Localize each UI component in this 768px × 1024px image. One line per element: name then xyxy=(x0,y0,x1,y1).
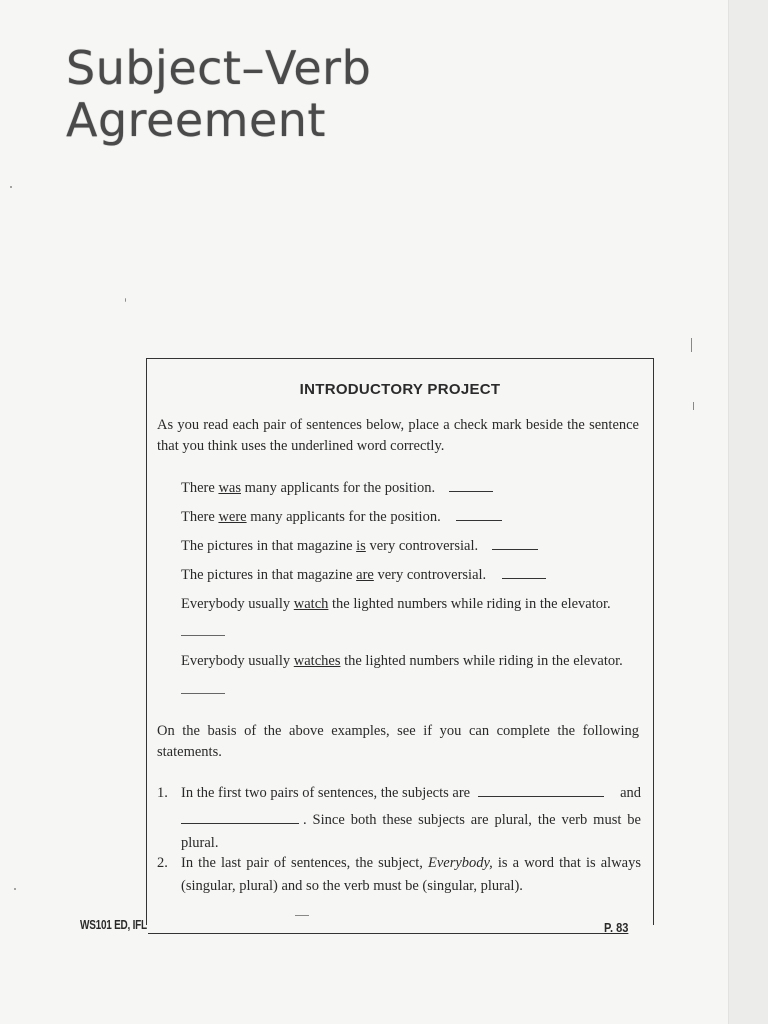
sentence-5: Everybody usually watch the lighted numbers while riding in the elevator. xyxy=(181,596,611,612)
scan-speck xyxy=(14,888,16,890)
check-blank[interactable] xyxy=(502,566,546,579)
check-blank[interactable] xyxy=(181,693,225,694)
basis-text: On the basis of the above examples, see if you can complete the following statements. xyxy=(157,723,639,760)
check-blank[interactable] xyxy=(181,635,225,636)
fill-blank[interactable] xyxy=(181,811,299,824)
scan-speck xyxy=(691,338,692,352)
title-line-2: Agreement xyxy=(66,93,326,147)
scan-speck xyxy=(10,186,12,188)
sentence-2: There were many applicants for the position. xyxy=(181,508,641,526)
page-title xyxy=(66,42,371,146)
scan-speck xyxy=(693,402,694,410)
check-blank[interactable] xyxy=(449,479,493,492)
footer-rule xyxy=(148,933,618,934)
sentence-4: The pictures in that magazine are very controversial. xyxy=(181,566,641,584)
underlined-word: watch xyxy=(293,596,329,612)
introductory-project-box xyxy=(146,358,654,925)
underlined-word: were xyxy=(218,509,247,525)
underlined-word: is xyxy=(356,538,366,554)
check-blank[interactable] xyxy=(456,508,502,521)
statement-1: 1. In the first two pairs of sentences, the subjects are and . Since both these subjects are plural, the verb must be plural. xyxy=(157,785,641,851)
project-heading: INTRODUCTORY PROJECT xyxy=(299,381,501,398)
sentence-6: Everybody usually watches the lighted numbers while riding in the elevator. xyxy=(181,653,623,669)
instructions-text: As you read each pair of sentences below, place a check mark beside the sentence that you think uses the underlined word correctly. xyxy=(157,417,639,454)
footer-code: WS101 ED, IFL xyxy=(80,918,147,932)
scan-speck xyxy=(295,915,309,916)
sentence-1: There was many applicants for the position. xyxy=(181,479,641,497)
scan-margin xyxy=(728,0,768,1024)
sentence-3: The pictures in that magazine is very controversial. xyxy=(181,537,641,555)
underlined-word: watches xyxy=(293,653,341,669)
scan-speck xyxy=(125,298,126,302)
fill-blank[interactable] xyxy=(478,784,604,797)
title-line-1: Subject–Verb xyxy=(66,41,372,95)
underlined-word: was xyxy=(218,480,241,496)
check-blank[interactable] xyxy=(492,537,538,550)
page-number: P. 83 xyxy=(604,920,629,935)
statement-2: 2. In the last pair of sentences, the subject, Everybody, is a word that is always (singular, plural) and so the verb must be (singular, plural). xyxy=(157,855,641,894)
underlined-word: are xyxy=(356,567,374,583)
